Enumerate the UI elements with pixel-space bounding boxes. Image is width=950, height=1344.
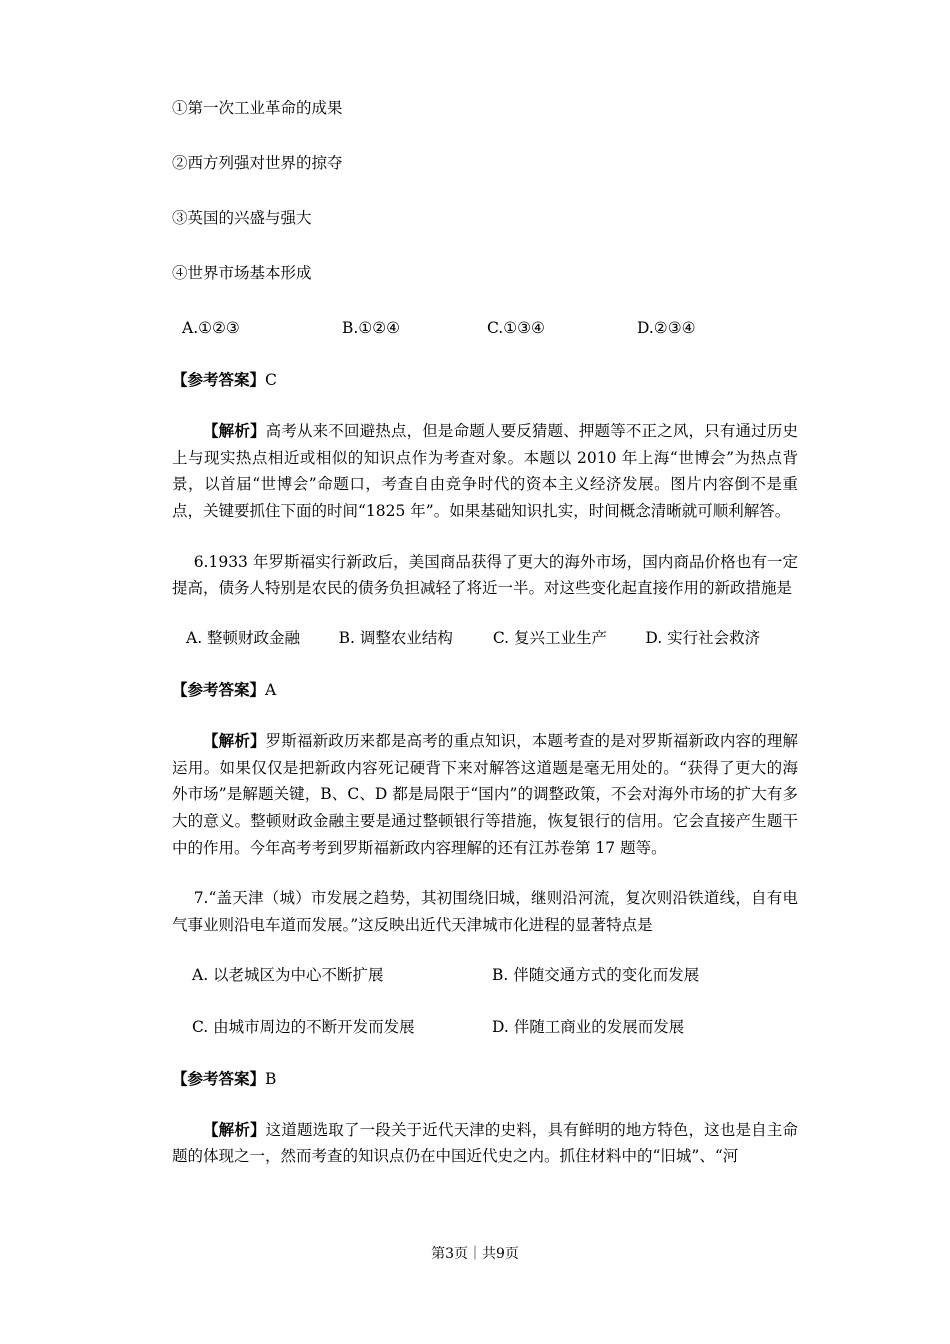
question5-choice-row: [172, 316, 798, 340]
question6-choice-c: C. 复兴工业生产: [492, 629, 608, 648]
question-7: 7.“盖天津（城）市发展之趋势，其初围绕旧城，继则沿河流，复次则沿铁道线，自有电气事业则沿电车道而发展。”这反映出近代天津城市化进程的显著特点是: [172, 889, 798, 934]
question5-choice-b: B.①②④: [342, 319, 401, 338]
question-6: 6.1933 年罗斯福实行新政后，美国商品获得了更大的海外市场，国内商品价格也有一定提高，债务人特别是农民的债务负担减轻了将近一半。对这些变化起直接作用的新政措施是: [172, 552, 798, 598]
question7-choice-b: B. 伴随交通方式的变化而发展: [492, 965, 700, 984]
question6-choice-a: A. 整顿财政金融: [186, 629, 301, 648]
answer-label: 【参考答案】: [172, 370, 266, 390]
question5-answer: [172, 368, 798, 392]
option-item-1: ①第一次工业革命的成果: [172, 99, 343, 117]
analysis-text: 罗斯福新政历来都是高考的重点知识，本题考查的是对罗斯福新政内容的理解运用。如果仅仅是把新政内容死记硬背下来对解答这道题是毫无用处的。“获得了更大的海外市场”是解题关键，B、C、D 都是局限于“国内”的调整政策，不会对海外市场的扩大有多大的意义。整顿财政金融主要是通过整顿银行等措施，恢复银行的信用。它会直接产生题干中的作用。今年高考考到罗斯福新政内容理解的还有江苏卷第 17 题等。: [172, 732, 798, 857]
question7-choice-a: A. 以老城区为中心不断扩展: [192, 965, 384, 984]
analysis-label: 【解析】: [203, 1119, 266, 1139]
analysis-text: 高考从来不回避热点，但是命题人要反猜题、押题等不正之风，只有通过历史上与现实热点相近或相似的知识点作为考查对象。本题以 2010 年上海“世博会”为热点背景，以首届“世博会”命题口，考查自由竞争时代的资本主义经济发展。图片内容倒不是重点，关键要抓住下面的时间“1825 年”。如果基础知识扎实，时间概念清晰就可顺利解答。: [172, 422, 798, 521]
analysis-text: 这道题选取了一段关于近代天津的史料，具有鲜明的地方特色，这也是自主命题的体现之一，然而考查的知识点仍在中国近代史之内。抓住材料中的“旧城”、“河: [172, 1120, 798, 1166]
question5-choice-d: D.②③④: [637, 319, 696, 338]
question7-choice-row-2: [172, 1015, 798, 1039]
question5-choice-a: A.①②③: [182, 319, 240, 338]
analysis-label: 【解析】: [203, 731, 266, 751]
question6-choice-b: B. 调整农业结构: [338, 629, 453, 648]
answer-label: 【参考答案】: [172, 1068, 266, 1088]
document-body: [172, 96, 798, 1170]
question7-answer: [172, 1067, 798, 1091]
question7-analysis: [172, 1117, 798, 1170]
answer-label: 【参考答案】: [172, 680, 266, 700]
page-number: 第3页｜共9页: [431, 1246, 519, 1262]
question5-choice-c: C.①③④: [487, 319, 545, 338]
option-item-4: ④世界市场基本形成: [172, 264, 312, 283]
option-item-3: ③英国的兴盛与强大: [172, 209, 312, 228]
answer-value: B: [265, 1069, 277, 1088]
question6-answer: [172, 678, 798, 702]
question5-analysis: [172, 418, 798, 525]
question6-choice-row: [172, 626, 798, 650]
question7-choice-row-1: [172, 963, 798, 987]
question7-choice-c: C. 由城市周边的不断开发而发展: [192, 1017, 415, 1036]
page-footer: [0, 1243, 950, 1263]
answer-value: A: [265, 681, 277, 700]
analysis-label: 【解析】: [203, 421, 266, 441]
question6-analysis: [172, 728, 798, 861]
question6-choice-d: D. 实行社会救济: [645, 629, 761, 648]
question7-choice-d: D. 伴随工商业的发展而发展: [492, 1017, 685, 1036]
option-item-2: ②西方列强对世界的掠夺: [172, 154, 343, 173]
answer-value: C: [265, 371, 277, 390]
